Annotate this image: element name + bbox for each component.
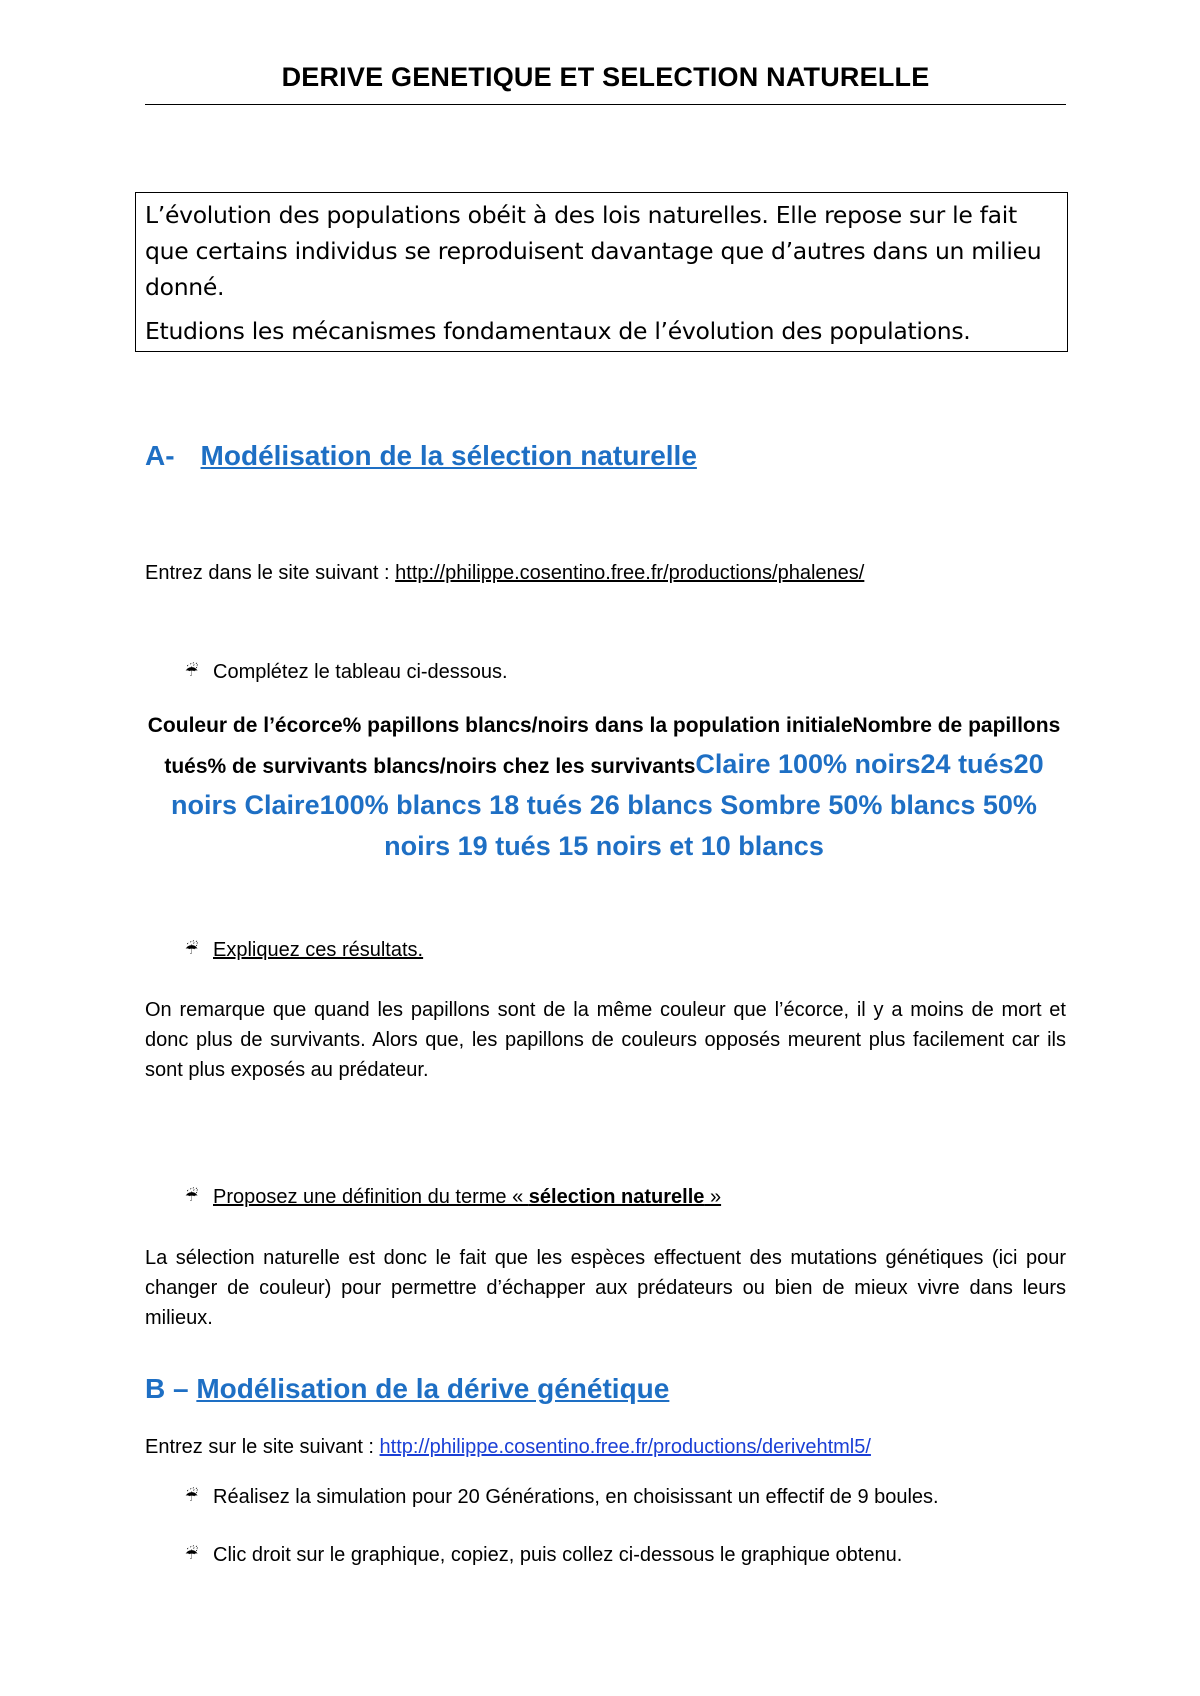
bullet-complete-table [185, 657, 508, 687]
section-b-label: B – [145, 1373, 197, 1404]
table-values-text: Claire 100% noirs24 tués20 noirs Claire100% blancs 18 tués 26 blancs Sombre 50% blancs 50% noirs 19 tués 15 noirs et 10 blancs [171, 749, 1044, 861]
intro-paragraph-2: Etudions les mécanismes fondamentaux de l’évolution des populations. [145, 317, 971, 345]
bullet-define [185, 1182, 721, 1212]
section-a-title: Modélisation de la sélection naturelle [200, 440, 697, 471]
rain-cloud-icon: ☔ [185, 941, 199, 958]
section-a-enter-text: Entrez dans le site suivant : [145, 562, 396, 584]
bullet-simulation-text: Réalisez la simulation pour 20 Générations, en choisissant un effectif de 9 boules. [213, 1486, 939, 1508]
section-b-title: Modélisation de la dérive génétique [196, 1373, 670, 1404]
intro-box [135, 192, 1068, 352]
bullet-copy-graph [185, 1540, 902, 1570]
bullet-explain-text: Expliquez ces résultats. [213, 939, 424, 961]
page-title: DERIVE GENETIQUE ET SELECTION NATURELLE [281, 62, 930, 92]
rain-cloud-icon: ☔ [185, 1546, 199, 1563]
table-header-text: Couleur de l’écorce% papillons blancs/noirs dans la population initialeNombre de papillons tués% de survivants blancs/noirs chez les survivants [147, 714, 1061, 778]
derive-link[interactable]: http://philippe.cosentino.free.fr/productions/derivehtml5/ [379, 1436, 871, 1458]
section-b-heading [145, 1373, 669, 1405]
rain-cloud-icon: ☔ [185, 663, 199, 680]
bullet-define-post: » [704, 1186, 722, 1208]
bullet-define-term: sélection naturelle [528, 1186, 705, 1208]
section-b-site-line [145, 1432, 871, 1462]
bullet-simulation [185, 1482, 939, 1512]
bullet-complete-table-text: Complétez le tableau ci-dessous. [213, 661, 508, 683]
phalenes-link[interactable]: http://philippe.cosentino.free.fr/productions/phalenes/ [395, 562, 865, 584]
intro-paragraph-1: L’évolution des populations obéit à des lois naturelles. Elle repose sur le fait que certains individus se reproduisent davantage que d’autres dans un milieu donné. [145, 201, 1042, 301]
table-content [140, 706, 1068, 868]
title-underline [145, 104, 1066, 105]
rain-cloud-icon: ☔ [185, 1488, 199, 1505]
bullet-copy-graph-text: Clic droit sur le graphique, copiez, puis collez ci-dessous le graphique obtenu. [213, 1544, 903, 1566]
bullet-explain [185, 935, 423, 965]
bullet-define-pre: Proposez une définition du terme « [213, 1186, 529, 1208]
section-a-site-line [145, 558, 864, 588]
section-a-heading [145, 440, 697, 472]
answer-explain: On remarque que quand les papillons sont de la même couleur que l’écorce, il y a moins de mort et donc plus de survivants. Alors que, les papillons de couleurs opposés meurent plus facilement car ils sont plus exposés au prédateur. [145, 999, 1066, 1081]
section-a-label: A- [145, 440, 175, 471]
section-b-enter-text: Entrez sur le site suivant : [145, 1436, 380, 1458]
answer-definition: La sélection naturelle est donc le fait que les espèces effectuent des mutations génétiques (ici pour changer de couleur) pour permettre d’échapper aux prédateurs ou bien de mieux vivre dans leurs milieux. [145, 1247, 1066, 1329]
rain-cloud-icon: ☔ [185, 1188, 199, 1205]
